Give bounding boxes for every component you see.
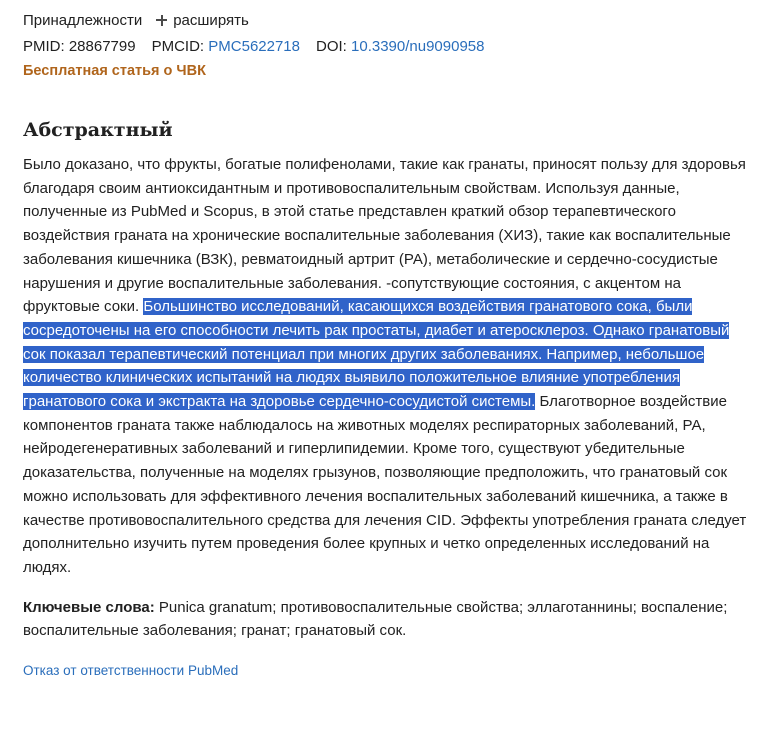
- expand-affiliations-button[interactable]: [156, 12, 249, 29]
- pmcid: [152, 38, 300, 55]
- affiliations-label: Принадлежности: [23, 11, 143, 29]
- abstract-text-before: Было доказано, что фрукты, богатые полифенолами, такие как гранаты, приносят пользу для здоровья благодаря своим антиоксидантным и противовоспалительным свойствам. Используя данные, полученные из PubMed и Scopus, в этой статье представлен краткий обзор терапевтического воздействия граната на хронические воспалительные заболевания (ХИЗ), такие как воспалительные заболевания кишечника (ВЗК), ревматоидный артрит (РА), метаболические и сердечно-сосудистые нарушения и другие воспалительные заболевания. -сопутствующие состояния, с акцентом на фруктовые соки.: [23, 156, 746, 316]
- keywords: [23, 596, 751, 643]
- free-pmc-article-link[interactable]: Бесплатная статья о ЧВК: [23, 63, 206, 79]
- expand-label: расширять: [173, 11, 249, 29]
- pmcid-label: PMCID:: [151, 37, 205, 55]
- doi-link[interactable]: 10.3390/nu9090958: [351, 37, 485, 55]
- identifiers-row: [23, 35, 758, 57]
- keywords-value: Punica granatum; противовоспалительные свойства; эллаготаннины; воспаление; воспалительные заболевания; гранат; гранатовый сок.: [23, 598, 728, 640]
- pubmed-disclaimer-link[interactable]: Отказ от ответственности PubMed: [23, 663, 239, 679]
- plus-icon: [156, 15, 167, 26]
- pmid-value: 28867799: [68, 37, 136, 55]
- pmid-label: PMID:: [23, 37, 65, 55]
- abstract-selected-text: Большинство исследований, касающихся воздействия гранатового сока, были сосредоточены на его способности лечить рак простаты, диабет и атеросклероз. Однако гранатовый сок показал терапевтический потенциал при многих других заболеваниях. Например, небольшое количество клинических испытаний на людях выявило положительное влияние употребления гранатового сока и экстракта на здоровье сердечно-сосудистой системы.: [23, 298, 730, 411]
- abstract-text: [23, 153, 751, 580]
- pmid: [23, 38, 136, 55]
- affiliations-row: [23, 9, 758, 31]
- keywords-label: Ключевые слова:: [23, 598, 155, 616]
- article-details: [23, 0, 758, 678]
- doi-label: DOI:: [316, 37, 347, 55]
- abstract-heading: Абстрактный: [23, 119, 173, 141]
- abstract-text-after: Благотворное воздействие компонентов граната также наблюдалось на животных моделях респираторных заболеваний, РА, нейродегенеративных заболеваний и гиперлипидемии. Кроме того, существуют убедительные доказательства, полученные на моделях грызунов, позволяющие предположить, что гранатовый сок можно использовать для эффективного лечения воспалительных заболеваний кишечника, а также в качестве противовоспалительного средства для лечения CID. Эффекты употребления граната следует дополнительно изучить путем проведения более крупных и четко определенных исследований на людях.: [23, 393, 747, 576]
- doi: [316, 38, 485, 55]
- pmcid-link[interactable]: PMC5622718: [208, 37, 300, 55]
